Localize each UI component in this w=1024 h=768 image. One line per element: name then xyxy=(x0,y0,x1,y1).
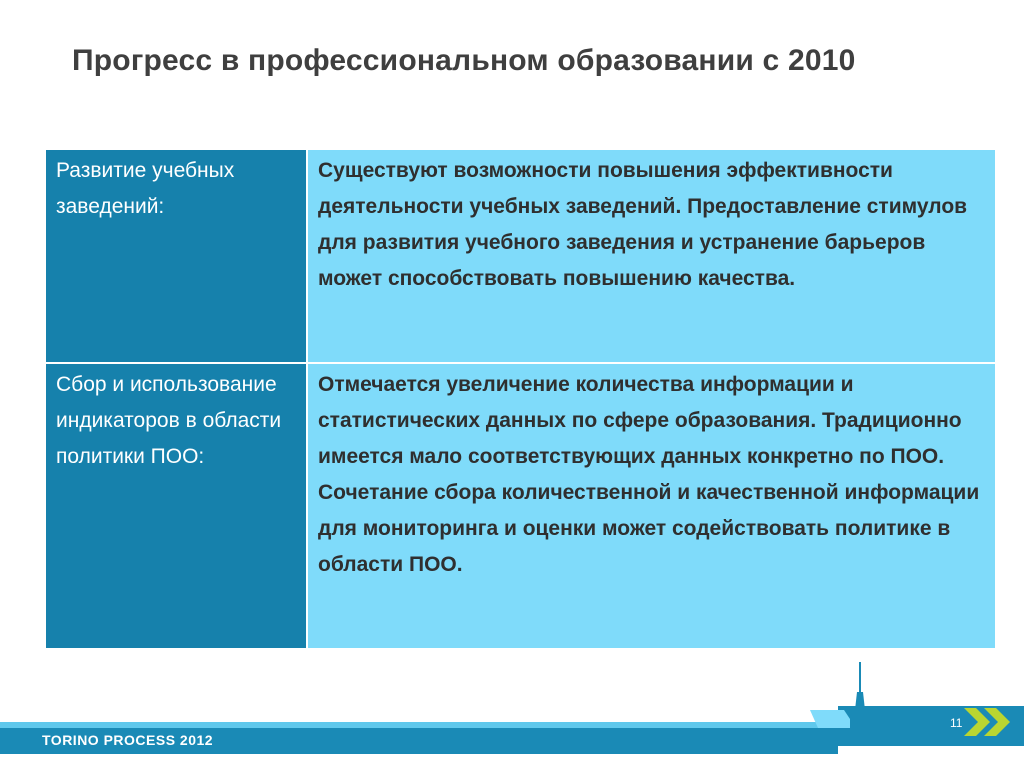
content-table xyxy=(44,148,997,650)
page-number: 11 xyxy=(950,716,963,730)
table-row xyxy=(45,363,996,649)
row-text: Отмечается увеличение количества информации и статистических данных по сфере образования. Традиционно имеется мало соответствующих данных конкретно по ПОО. Сочетание сбора количественной и качественной информации для мониторинга и оценки может содействовать политике в области ПОО. xyxy=(307,363,996,649)
row-label: Сбор и использование индикаторов в области политики ПОО: xyxy=(45,363,307,649)
mole-antonelliana-icon xyxy=(810,662,890,746)
row-label: Развитие учебных заведений: xyxy=(45,149,307,363)
slide-title: Прогресс в профессиональном образовании с 2010 xyxy=(72,44,856,77)
footer-label: TORINO PROCESS 2012 xyxy=(42,732,214,748)
table-row xyxy=(45,149,996,363)
row-text: Существуют возможности повышения эффективности деятельности учебных заведений. Предоставление стимулов для развития учебного заведения и устранение барьеров может способствовать повышению качества. xyxy=(307,149,996,363)
chevron-right-icon xyxy=(962,704,1016,740)
